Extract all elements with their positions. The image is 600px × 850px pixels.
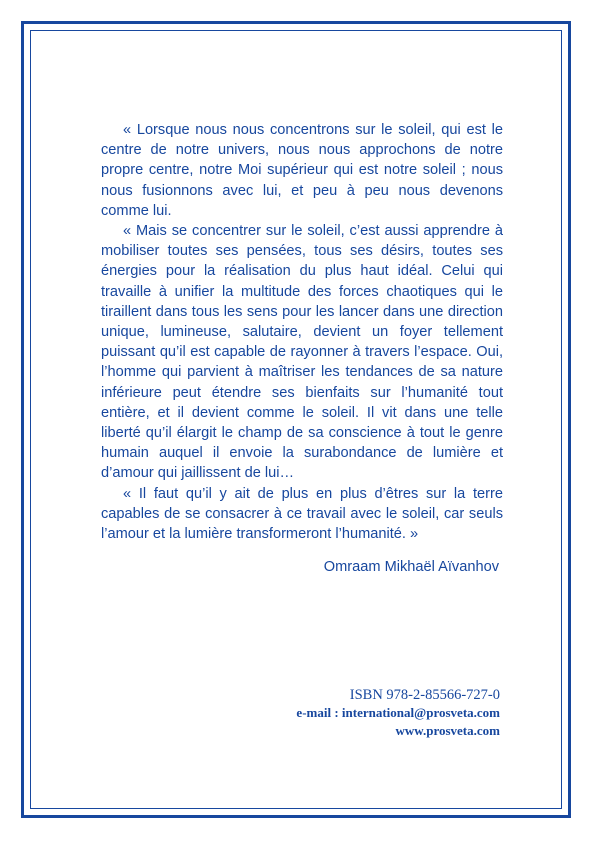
colophon	[296, 686, 500, 740]
quote-paragraph-2: « Mais se concentrer sur le soleil, c’est aussi apprendre à mobiliser toutes ses pensées, tous ses désirs, toutes ses énergies pour la réalisation du plus haut idéal. Celui qui travaille à unifier la multitude des forces chaotiques qui le tiraillent dans tous les sens pour les lancer dans une direction unique, lumineuse, salutaire, devient un foyer tellement puissant qu’il est capable de rayonner à travers l’espace. Oui, l’homme qui parvient à maîtriser les tendances de sa nature inférieure peut étendre ses bienfaits sur l’humanité tout entière, et il devient comme le soleil. Il vit dans une telle liberté qu’il élargit le champ de sa conscience à tout le genre humain auquel il envoie la surabondance de lumière et d’amour qui jaillissent de lui…	[101, 223, 503, 482]
quote-block	[101, 120, 503, 544]
email-address: e-mail : international@prosveta.com	[296, 705, 500, 720]
quote-paragraph-1: « Lorsque nous nous concentrons sur le soleil, qui est le centre de notre univers, nous nous approchons de notre propre centre, notre Moi supérieur qui est notre soleil ; nous nous fusionnons avec lui, et peu à peu nous devenons comme lui.	[101, 122, 503, 219]
website-address: www.prosveta.com	[395, 723, 500, 738]
isbn-number: ISBN 978-2-85566-727-0	[349, 687, 500, 703]
author-signature: Omraam Mikhaël Aïvanhov	[323, 559, 499, 575]
quote-paragraph-3: « Il faut qu’il y ait de plus en plus d’êtres sur la terre capables de se consacrer à ce travail avec le soleil, car seuls l’amour et la lumière transformeront l’humanité. »	[101, 485, 503, 543]
